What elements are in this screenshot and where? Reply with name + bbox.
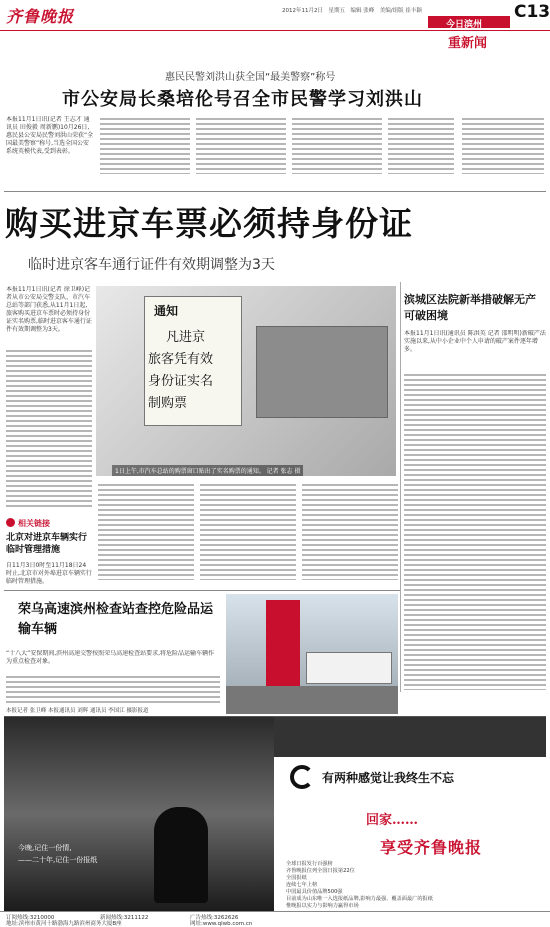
related-label: 相关链接	[18, 519, 50, 528]
story-2-headline: 购买进京车票必须持身份证	[5, 204, 413, 243]
story-2-lead: 本报11月1日讯(记者 徐卫峰)记者从市公安局交警支队、市汽车总站等部门获悉,从11月1日起,旅客购买进京车票时必须持身份证实名购票,临时进京客车通行证件有效期调整为3天。	[6, 286, 92, 333]
story-4-lead: “十八大”安保期间,滨州高速交警按照荣乌高速检查站要求,将危险品运输车辆作为重点检查对象。	[6, 650, 215, 665]
related-title-text: 北京对进京车辆实行临时管理措施	[6, 533, 88, 555]
ad-info-line: 连续七年上榜	[286, 882, 318, 888]
ad-info	[286, 861, 542, 910]
story-3-title: 滨城区法院新举措破解无产可破困境	[404, 293, 536, 322]
notice-line: 旅客凭有效	[148, 352, 214, 367]
story-1-headline: 市公安局长桑培伦号召全市民警学习刘洪山	[62, 89, 423, 110]
ad-info-line: 中国最具价值品牌500强	[286, 889, 343, 895]
related-lead: 自11月3日0时至11月18日24时止,北京市对外埠进京车辆实行临时管理措施。	[6, 562, 92, 585]
story-1-body	[292, 118, 382, 174]
section-title: 今日滨州	[446, 20, 483, 30]
story-2-body	[200, 484, 296, 580]
divider	[4, 590, 400, 591]
ticket-windows	[256, 326, 388, 418]
ad-dark-band	[274, 717, 546, 757]
ad-info-line: 惟晚报以实力与影响力赢得市场	[286, 903, 359, 909]
story-1-lead: 本报11月1日讯(记者 王志才 通讯员 田俊毅 周新鹏)10月26日,惠民县公安局民警刘洪山荣获“全国最美警察”称号,当选全国公安系统英模代表,受到表彰。	[6, 116, 94, 155]
masthead-rule	[0, 30, 550, 31]
story-4-headline	[18, 600, 218, 640]
footer-news: 新闻热线:3211122	[100, 915, 149, 921]
story-1	[0, 50, 550, 190]
story-2-caption: 1日上午,市汽车总站的购票窗口贴出了实名购票的通知。 记者 张志 摄	[112, 465, 303, 476]
masthead-meta: 2012年11月2日 星期五 编辑 张峰 美编/组版 崔丰颖	[282, 8, 422, 14]
notice-line: 身份证实名	[148, 374, 214, 389]
story-1-body	[388, 118, 454, 174]
footer	[0, 911, 550, 925]
ad-info-line: 目前成为山东唯一入选报纸品牌,影响力最强、覆盖面最广的报纸	[286, 896, 433, 902]
ad-slogan-left: 今晚,记住一份情,	[18, 844, 72, 852]
ad-photo	[4, 717, 274, 911]
page-number: C13	[514, 2, 550, 22]
bus	[306, 652, 392, 684]
notice-line: 通知	[154, 304, 179, 318]
story-3-body	[404, 374, 546, 690]
footer-site: 网址:www.qlwb.com.cn	[190, 921, 253, 927]
notice-line: 制购票	[148, 396, 188, 411]
story-1-body	[100, 118, 190, 174]
ad-info-line: 全国报纸	[286, 875, 307, 881]
story-3-lead: 本报11月1日讯(通讯员 陈洪英 记者 邵明明)新破产法实施以来,从中小企业中个人申请的破产案件逐年增多。	[404, 330, 546, 353]
story-2-subhead: 临时进京客车通行证件有效期调整为3天	[28, 257, 275, 273]
ad-figures	[154, 807, 208, 903]
masthead	[0, 0, 550, 51]
ad-line1: 回家……	[366, 813, 419, 828]
footer-address: 地址:滨州市黄河十路渤海九路滨州商务大厦B座	[6, 921, 122, 927]
story-1-body	[196, 118, 286, 174]
related-title	[6, 532, 92, 556]
story-2-body	[98, 484, 194, 580]
ad-info-line: 全球日报发行百强榜	[286, 861, 333, 867]
story-2-body	[302, 484, 398, 580]
brand-logo: 齐鲁晚报	[6, 7, 75, 26]
ad-block	[4, 716, 546, 911]
ad-info-line: 齐鲁晚报位列全国日报第22位	[286, 868, 355, 874]
story-4-title: 荣乌高速滨州检查站查控危险品运输车辆	[18, 602, 214, 637]
checkpoint-sign	[266, 600, 300, 686]
road	[226, 686, 398, 714]
divider	[400, 282, 401, 692]
ad-slogan: 有两种感觉让我终生不忘	[322, 771, 455, 785]
divider	[4, 191, 546, 192]
ad-slogan-left: ——二十年,记住一份报纸	[18, 856, 98, 864]
story-2-body	[6, 350, 92, 510]
ad-line2: 享受齐鲁晚报	[380, 838, 483, 857]
related-icon	[6, 518, 15, 527]
footer-ads: 广告热线:3262626	[190, 915, 239, 921]
story-4-body	[6, 676, 220, 704]
ad-swirl-icon	[290, 765, 314, 789]
notice-line: 凡进京	[166, 330, 206, 345]
story-4-byline: 本报记者 张卫峰 本报通讯员 刘辉 通讯员 李国江 摄影报道	[6, 708, 149, 714]
column-title: 重新闻	[448, 36, 488, 51]
story-1-kicker: 惠民民警刘洪山获全国“最美警察”称号	[165, 72, 336, 83]
footer-subscribe: 订阅热线:3210000	[6, 915, 55, 921]
story-3-headline	[404, 292, 546, 324]
story-1-body	[462, 118, 544, 174]
story-2-photo	[96, 286, 396, 476]
story-4-photo	[226, 594, 398, 714]
